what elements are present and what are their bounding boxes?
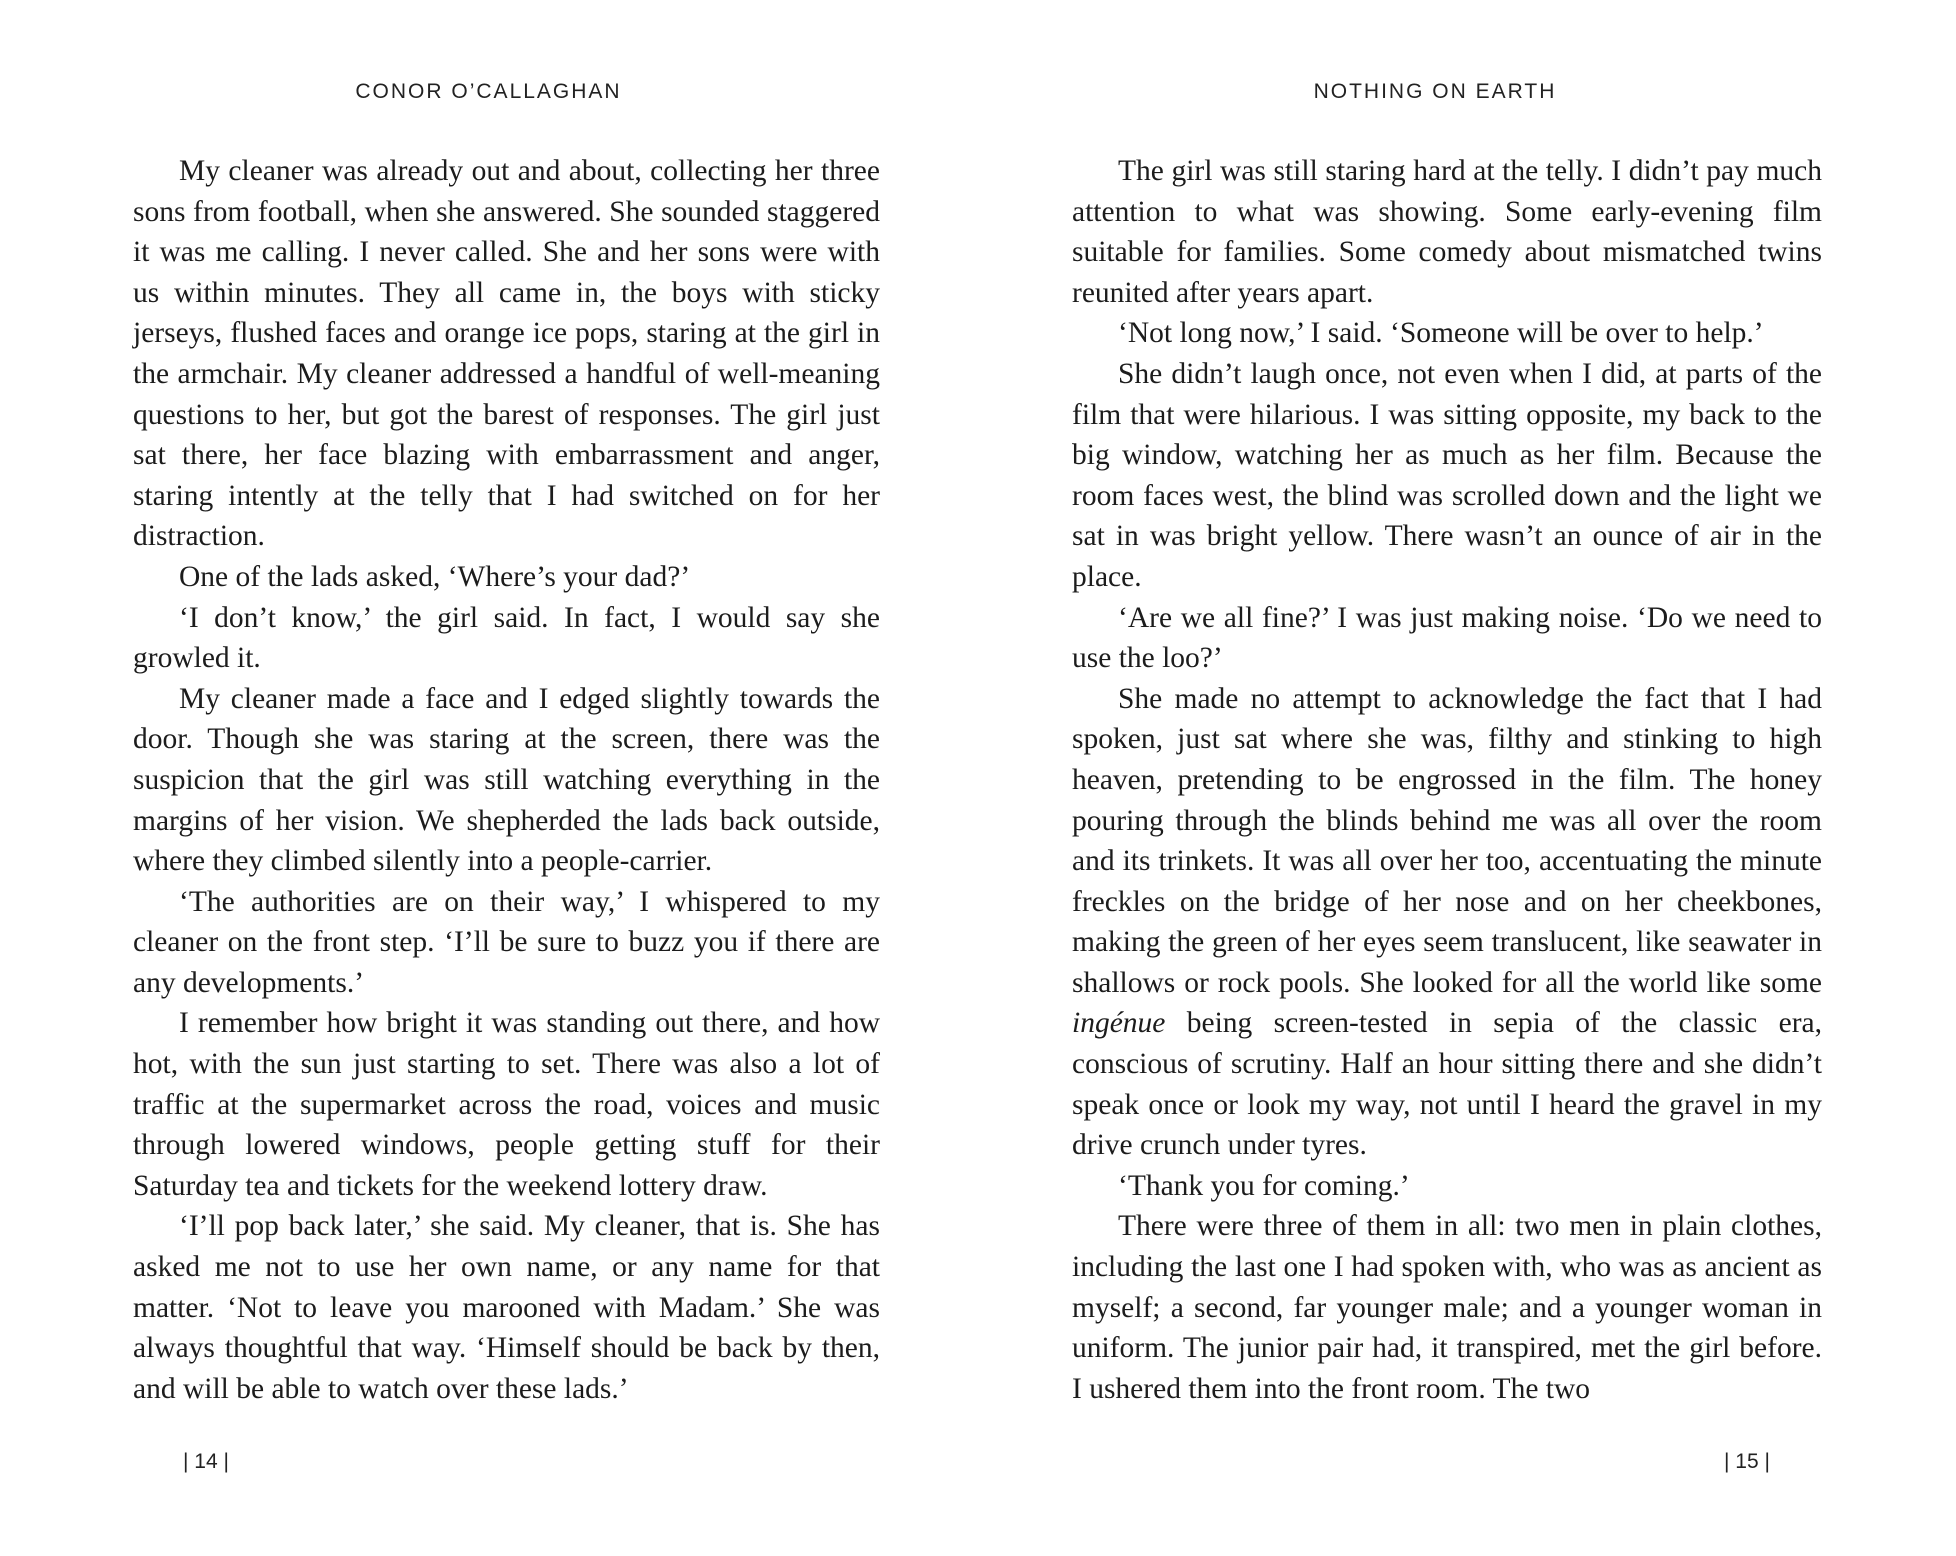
paragraph: There were three of them in all: two men in plain clothes, including the last one I had spoken with, who was as ancient as myself; a second, far younger male; and a younger woman in uniform. The junior pair had, it transpired, met the girl before. I ushered them into the front room. The two bbox=[1072, 1210, 1822, 1405]
paragraph: My cleaner was already out and about, collecting her three sons from football, when she answered. She sounded staggered it was me calling. I never called. She and her sons were with us within minutes. They all came in, the boys with sticky jerseys, flushed faces and orange ice pops, staring at the girl in the armchair. My cleaner addressed a handful of well-meaning questions to her, but got the barest of responses. The girl just sat there, her face blazing with embarrassment and anger, staring intently at the telly that I had switched on for her distraction. bbox=[133, 155, 880, 553]
paragraph: ‘Thank you for coming.’ bbox=[1118, 1169, 1410, 1202]
paragraph: She made no attempt to acknowledge the fact that I had spoken, just sat where she was, filthy and stinking to high heaven, pretending to be engrossed in the film. The honey pouring through the blinds behind me was all over the room and its trinkets. It was all over her too, accentuating the minute freckles on the bridge of her nose and on her cheekbones, making the green of her eyes seem translucent, like seawater in shallows or rock pools. She looked for all the world like some ingénue being screen-tested in sepia of the classic era, conscious of scrutiny. Half an hour sitting there and she didn’t speak once or look my way, not until I heard the gravel in my drive crunch under tyres. bbox=[1072, 682, 1822, 1162]
page-number: | 14 | bbox=[183, 1450, 229, 1473]
paragraph: One of the lads asked, ‘Where’s your dad?’ bbox=[179, 560, 691, 593]
paragraph: I remember how bright it was standing out there, and how hot, with the sun just starting to set. There was also a lot of traffic at the supermarket across the road, voices and music through lowered windows, people getting stuff for their Saturday tea and tickets for the weekend lottery draw. bbox=[133, 1007, 880, 1202]
paragraph: ‘Are we all fine?’ I was just making noise. ‘Do we need to use the loo?’ bbox=[1072, 601, 1822, 675]
running-head-author: CONOR O’CALLAGHAN bbox=[355, 80, 622, 103]
page-number: | 15 | bbox=[1724, 1450, 1770, 1473]
paragraph: My cleaner made a face and I edged slightly towards the door. Though she was staring at the screen, there was the suspicion that the girl was still watching everything in the margins of her vision. We shepherded the lads back outside, where they climbed silently into a people-carrier. bbox=[133, 682, 880, 878]
paragraph: ‘The authorities are on their way,’ I whispered to my cleaner on the front step. ‘I’ll be sure to buzz you if there are any developments.’ bbox=[133, 885, 880, 999]
paragraph: ‘I don’t know,’ the girl said. In fact, I would say she growled it. bbox=[133, 601, 880, 675]
italic-word: ingénue bbox=[1072, 1007, 1166, 1040]
left-page bbox=[133, 0, 880, 1556]
running-head-title: NOTHING ON EARTH bbox=[1313, 80, 1557, 103]
paragraph: ‘I’ll pop back later,’ she said. My cleaner, that is. She has asked me not to use her own name, or any name for that matter. ‘Not to leave you marooned with Madam.’ She was always thoughtful that way. ‘Himself should be back by then, and will be able to watch over these lads.’ bbox=[133, 1210, 880, 1405]
paragraph: She didn’t laugh once, not even when I did, at parts of the film that were hilarious. I was sitting opposite, my back to the big window, watching her as much as her film. Because the room faces west, the blind was scrolled down and the light we sat in was bright yellow. There wasn’t an ounce of air in the place. bbox=[1072, 357, 1822, 593]
paragraph: The girl was still staring hard at the telly. I didn’t pay much attention to what was showing. Some early-evening film suitable for families. Some comedy about mismatched twins reunited after years apart. bbox=[1072, 155, 1822, 309]
left-page-body bbox=[133, 151, 880, 1409]
right-page-body bbox=[1072, 151, 1822, 1409]
paragraph: ‘Not long now,’ I said. ‘Someone will be over to help.’ bbox=[1118, 317, 1764, 350]
right-page bbox=[1072, 0, 1822, 1556]
